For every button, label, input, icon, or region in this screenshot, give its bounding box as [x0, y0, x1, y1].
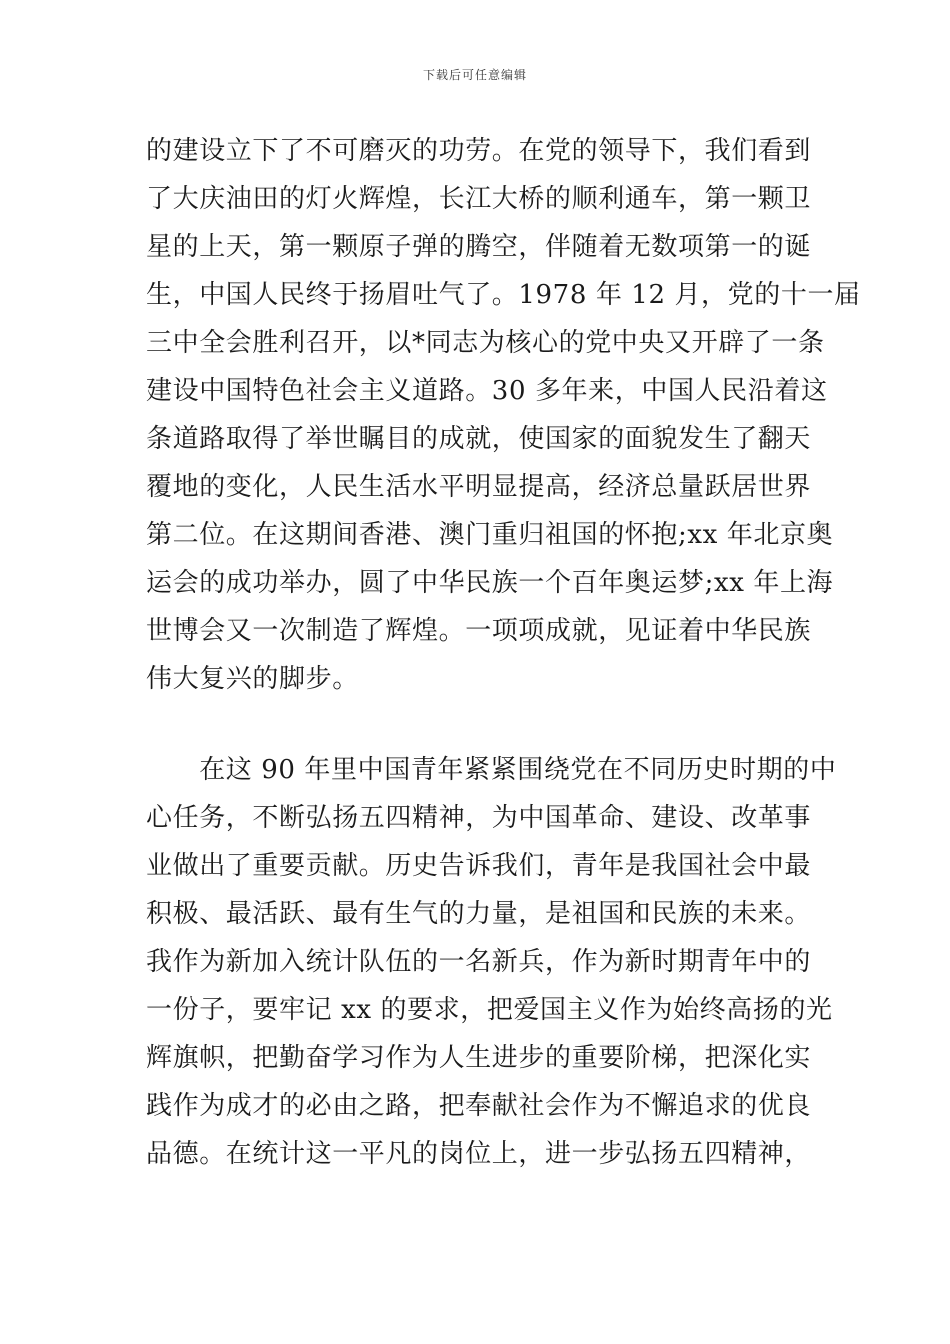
text-line: 条道路取得了举世瞩目的成就，使国家的面貌发生了翻天 [146, 424, 812, 454]
text-line: 运会的成功举办，圆了中华民族一个百年奥运梦;xx 年上海 [146, 568, 834, 598]
paragraph-2 [146, 746, 837, 1178]
text-line: 了大庆油田的灯火辉煌，长江大桥的顺利通车，第一颗卫 [146, 184, 812, 214]
text-line: 一份子，要牢记 xx 的要求，把爱国主义作为始终高扬的光 [146, 995, 833, 1025]
text-line: 建设中国特色社会主义道路。30 多年来，中国人民沿着这 [146, 376, 828, 406]
paragraph-1 [146, 127, 861, 703]
text-line: 践作为成才的必由之路，把奉献社会作为不懈追求的优良 [146, 1091, 812, 1121]
text-line: 积极、最活跃、最有生气的力量，是祖国和民族的未来。 [146, 899, 812, 929]
text-line: 三中全会胜利召开，以*同志为核心的党中央又开辟了一条 [146, 328, 825, 358]
text-line: 我作为新加入统计队伍的一名新兵，作为新时期青年中的 [146, 947, 812, 977]
text-line: 星的上天，第一颗原子弹的腾空，伴随着无数项第一的诞 [146, 232, 812, 262]
text-line: 品德。在统计这一平凡的岗位上，进一步弘扬五四精神， [146, 1139, 812, 1169]
text-line: 覆地的变化，人民生活水平明显提高，经济总量跃居世界 [146, 472, 812, 502]
text-line: 心任务，不断弘扬五四精神，为中国革命、建设、改革事 [146, 803, 812, 833]
text-line: 的建设立下了不可磨灭的功劳。在党的领导下，我们看到 [146, 136, 812, 166]
text-line: 辉旗帜，把勤奋学习作为人生进步的重要阶梯，把深化实 [146, 1043, 812, 1073]
text-line: 生，中国人民终于扬眉吐气了。1978 年 12 月，党的十一届 [146, 280, 861, 310]
text-line: 业做出了重要贡献。历史告诉我们，青年是我国社会中最 [146, 851, 812, 881]
text-line: 世博会又一次制造了辉煌。一项项成就，见证着中华民族 [146, 616, 812, 646]
text-line: 在这 90 年里中国青年紧紧围绕党在不同历史时期的中 [146, 755, 837, 785]
page-header: 下载后可任意编辑 [422, 68, 527, 82]
text-line: 伟大复兴的脚步。 [146, 664, 359, 694]
text-line: 第二位。在这期间香港、澳门重归祖国的怀抱;xx 年北京奥 [146, 520, 834, 550]
